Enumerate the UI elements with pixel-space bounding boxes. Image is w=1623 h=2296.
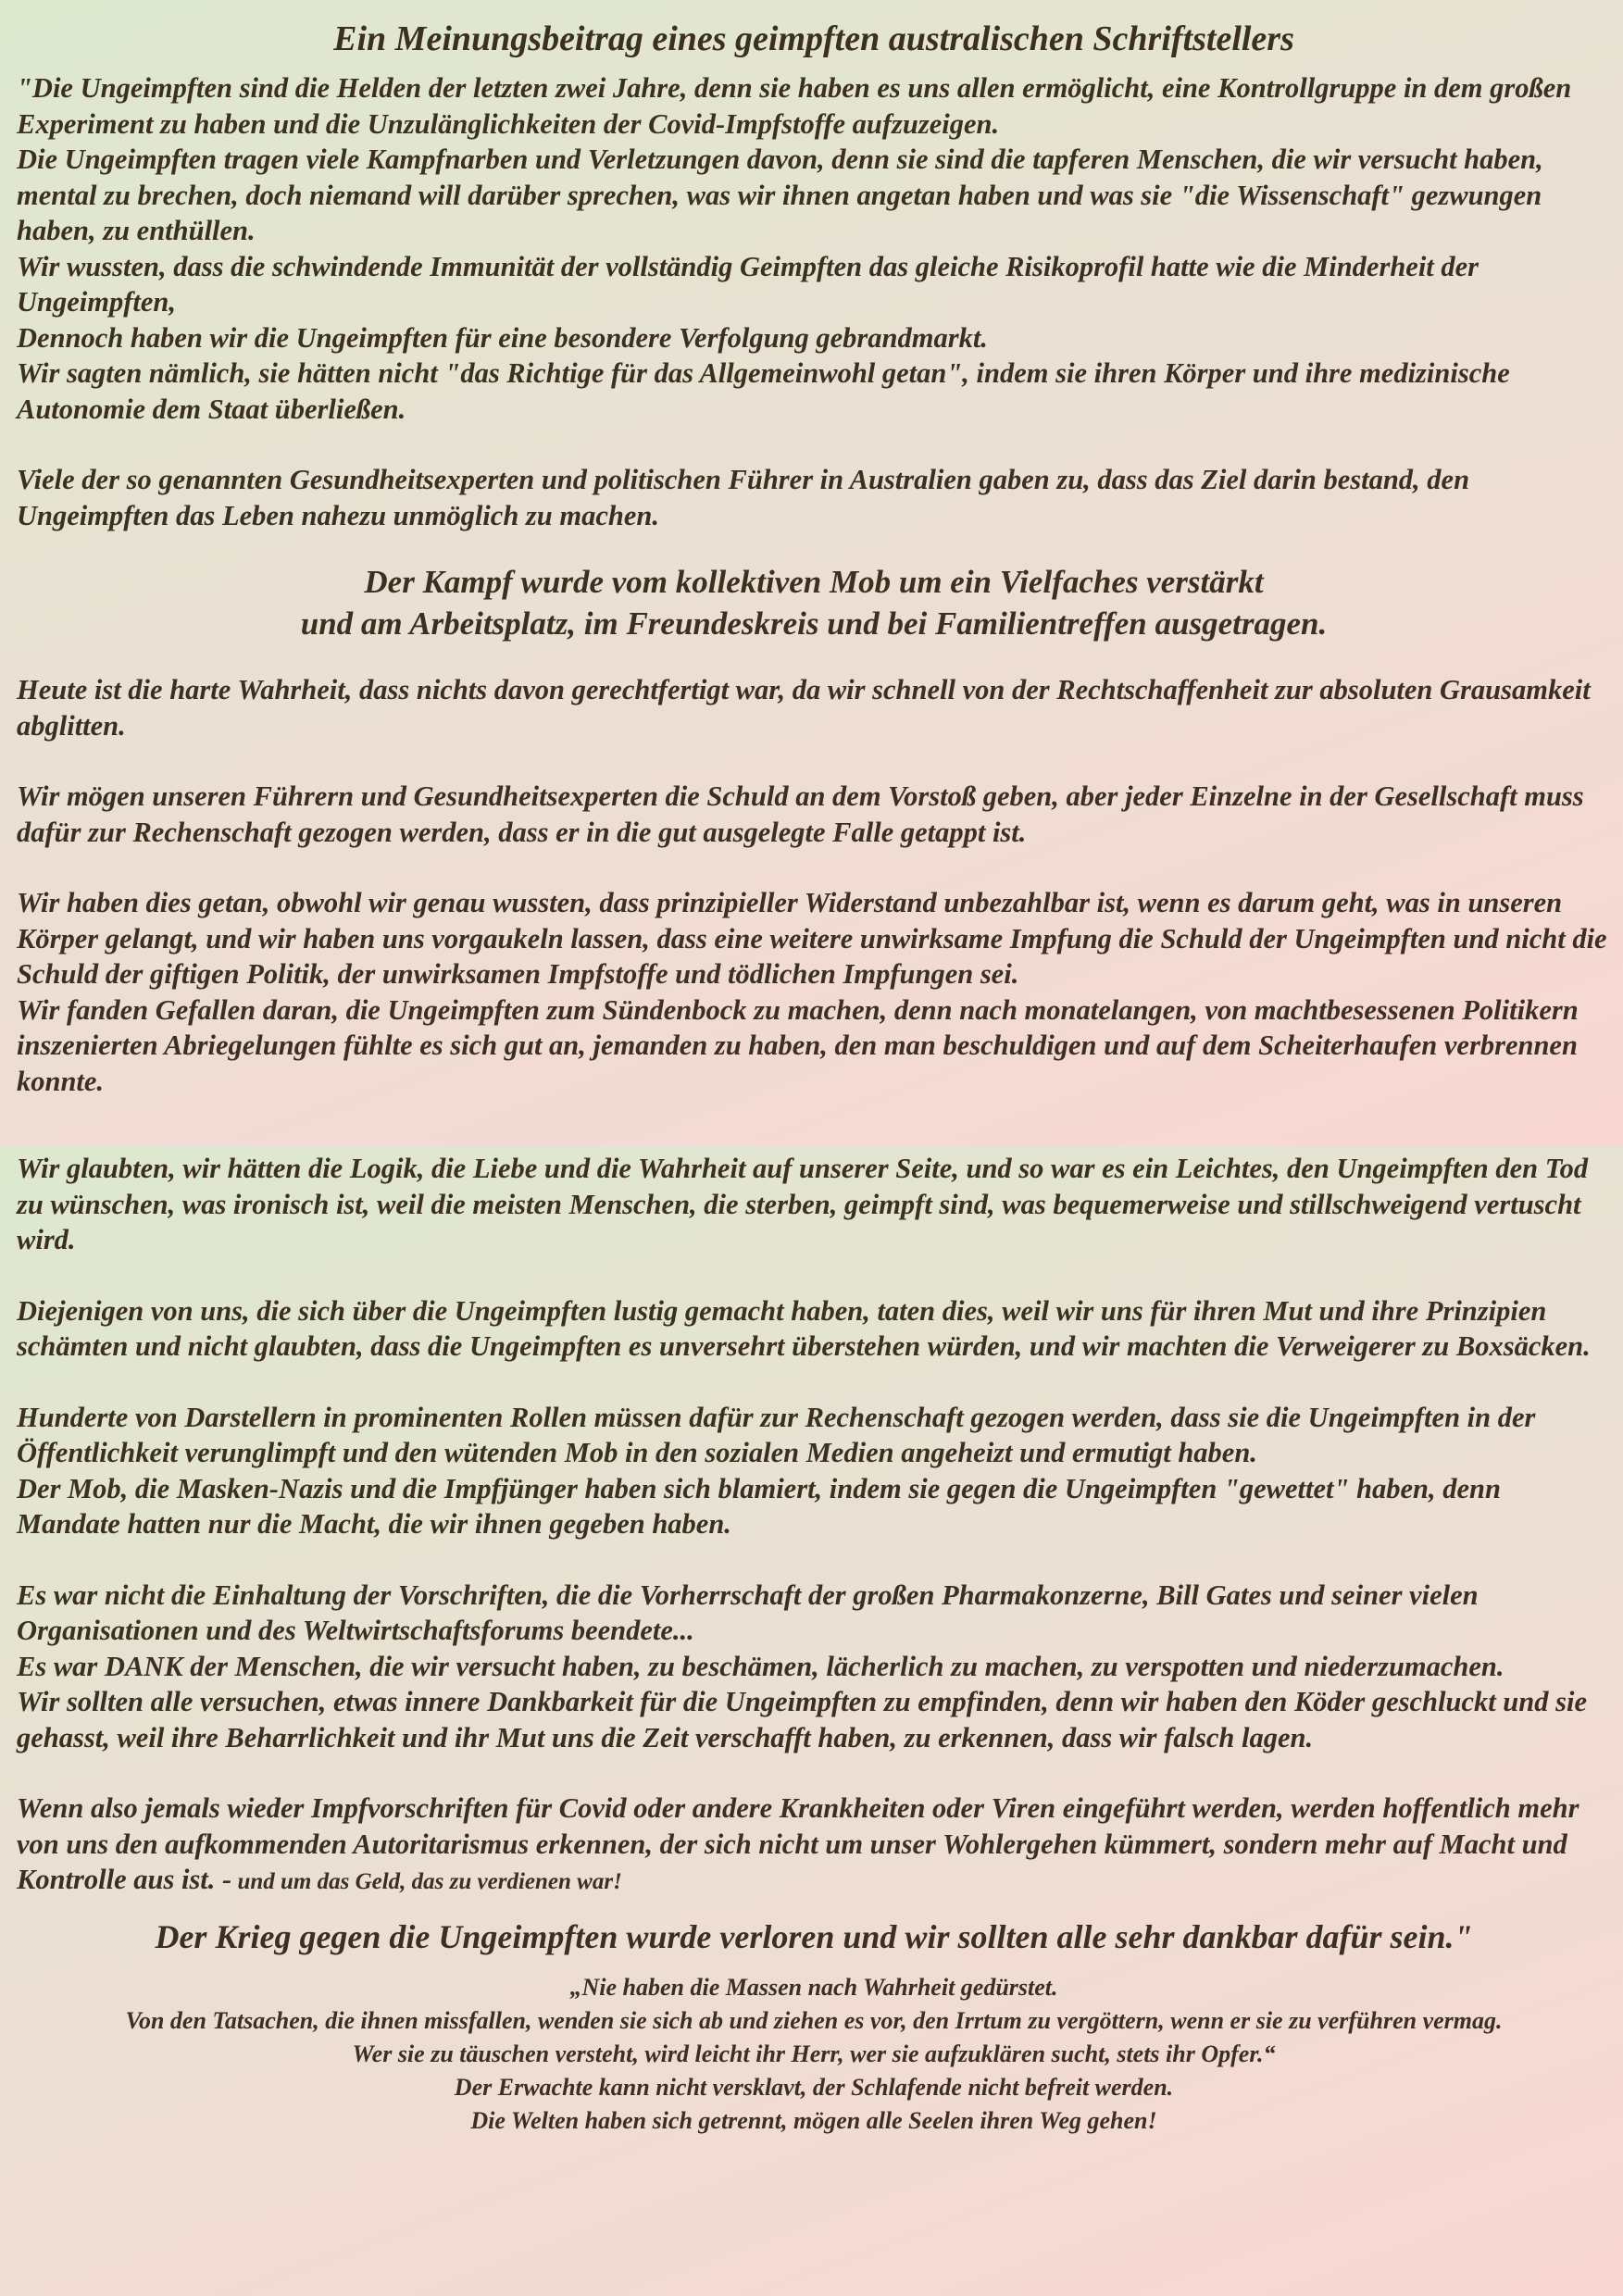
- quote-line: Der Erwachte kann nicht versklavt, der Schlafende nicht befreit werden.: [454, 2073, 1174, 2101]
- paragraph: Wir wussten, dass die schwindende Immunität der vollständig Geimpften das gleiche Risikoprofil hatte wie die Minderheit der Ungeimpften,: [17, 250, 1479, 318]
- spacer: [17, 427, 1611, 462]
- center-heading-line-2: und am Arbeitsplatz, im Freundeskreis und bei Familientreffen ausgetragen.: [300, 605, 1328, 642]
- paragraph: Wir glaubten, wir hätten die Logik, die Liebe und die Wahrheit auf unserer Seite, und so war es ein Leichtes, den Ungeimpften den Tod zu wünschen, was ironisch ist, weil die meisten Menschen, die sterben, geimpft sind, was bequemerweise und stillschweigend vertuscht wird.: [17, 1153, 1589, 1255]
- paragraph: Der Mob, die Masken-Nazis und die Impfjünger haben sich blamiert, indem sie gegen die Ungeimpften "gewettet" haben, denn Mandate hatten nur die Macht, die wir ihnen gegeben haben.: [17, 1472, 1501, 1540]
- spacer: [17, 1755, 1611, 1791]
- paragraph: Wir fanden Gefallen daran, die Ungeimpften zum Sündenbock zu machen, denn nach monatelangen, von machtbesessenen Politikern inszenierten Abriegelungen fühlte es sich gut an, jemanden zu haben, den man beschuldigen und auf dem Scheiterhaufen verbrennen konnte.: [17, 993, 1579, 1097]
- paragraph: Die Ungeimpften tragen viele Kampfnarben und Verletzungen davon, denn sie sind die tapferen Menschen, die wir versucht haben, mental zu brechen, doch niemand will darüber sprechen, was wir ihnen angetan haben und was sie "die Wissenschaft" gezwungen haben, zu enthüllen.: [17, 144, 1543, 246]
- spacer: [17, 743, 1611, 779]
- final-statement: Der Krieg gegen die Ungeimpften wurde verloren und wir sollten alle sehr dankbar dafür sein.": [155, 1917, 1473, 1955]
- spacer: [17, 1542, 1611, 1578]
- spacer: [17, 1365, 1611, 1400]
- paragraph: Hunderte von Darstellern in prominenten Rollen müssen dafür zur Rechenschaft gezogen werden, dass sie die Ungeimpften in der Öffentlichkeit verunglimpft und den wütenden Mob in den sozialen Medien angeheizt und ermutigt haben.: [17, 1401, 1536, 1468]
- paragraph: Wir sagten nämlich, sie hätten nicht "das Richtige für das Allgemeinwohl getan", indem sie ihren Körper und ihre medizinische Autonomie dem Staat überließen.: [17, 357, 1510, 425]
- paragraph: Wir mögen unseren Führern und Gesundheitsexperten die Schuld an dem Vorstoß geben, aber jeder Einzelne in der Gesellschaft muss dafür zur Rechenschaft gezogen werden, dass er in die gut ausgelegte Falle getappt ist.: [17, 780, 1584, 848]
- paragraph: Es war DANK der Menschen, die wir versucht haben, zu beschämen, lächerlich zu machen, zu verspotten und niederzumachen.: [17, 1650, 1504, 1682]
- quote-line: Die Welten haben sich getrennt, mögen alle Seelen ihren Weg gehen!: [470, 2106, 1157, 2134]
- spacer: [17, 1258, 1611, 1293]
- paragraph: Wir sollten alle versuchen, etwas innere Dankbarkeit für die Ungeimpften zu empfinden, denn wir haben den Köder geschluckt und sie gehasst, weil ihre Beharrlichkeit und ihr Mut uns die Zeit verschafft haben, zu erkennen, dass wir falsch lagen.: [17, 1686, 1587, 1753]
- quote-line: Wer sie zu täuschen versteht, wird leicht ihr Herr, wer sie aufzuklären sucht, stets ihr Opfer.“: [352, 2040, 1276, 2067]
- small-addition: und um das Geld, das zu verdienen war!: [231, 1869, 622, 1894]
- paragraph: Viele der so genannten Gesundheitsexperten und politischen Führer in Australien gaben zu, dass das Ziel darin bestand, den Ungeimpften das Leben nahezu unmöglich zu machen.: [17, 464, 1470, 531]
- paragraph: Diejenigen von uns, die sich über die Ungeimpften lustig gemacht haben, taten dies, weil wir uns für ihren Mut und ihre Prinzipien schämten und nicht glaubten, dass die Ungeimpften es unversehrt überstehen würden, und wir machten die Verweigerer zu Boxsäcken.: [17, 1294, 1591, 1362]
- quote-line: „Nie haben die Massen nach Wahrheit gedürstet.: [569, 1973, 1058, 2001]
- spacer: [17, 533, 1611, 561]
- paragraph: "Die Ungeimpften sind die Helden der letzten zwei Jahre, denn sie haben es uns allen ermöglicht, eine Kontrollgruppe in dem großen Experiment zu haben und die Unzulänglichkeiten der Covid-Impfstoffe aufzuzeigen.: [17, 72, 1572, 140]
- section-break: [17, 1099, 1611, 1151]
- paragraph: Heute ist die harte Wahrheit, dass nichts davon gerechtfertigt war, da wir schnell von der Rechtschaffenheit zur absoluten Grausamkeit abglitten.: [17, 674, 1591, 742]
- paragraph: Es war nicht die Einhaltung der Vorschriften, die die Vorherrschaft der großen Pharmakonzerne, Bill Gates und seiner vielen Organisationen und des Weltwirtschaftsforums beendete...: [17, 1578, 1479, 1646]
- page-title: Ein Meinungsbeitrag eines geimpften australischen Schriftstellers: [333, 19, 1294, 58]
- quote-line: Von den Tatsachen, die ihnen missfallen, wenden sie sich ab und ziehen es vor, den Irrtum zu vergöttern, wenn er sie zu verführen vermag.: [125, 2006, 1503, 2034]
- paragraph-last: [17, 1791, 1611, 1901]
- center-heading-line-1: Der Kampf wurde vom kollektiven Mob um ein Vielfaches verstärkt: [364, 564, 1264, 600]
- paragraph: Wir haben dies getan, obwohl wir genau wussten, dass prinzipieller Widerstand unbezahlbar ist, wenn es darum geht, was in unseren Körper gelangt, und wir haben uns vorgaukeln lassen, dass eine weitere unwirksame Impfung die Schuld der Ungeimpften und nicht die Schuld der giftigen Politik, der unwirksamen Impfstoffe und tödlichen Impfungen sei.: [17, 887, 1607, 990]
- document-body: [17, 13, 1611, 2138]
- paragraph: Dennoch haben wir die Ungeimpften für eine besondere Verfolgung gebrandmarkt.: [17, 321, 988, 354]
- paragraph-last-text: Wenn also jemals wieder Impfvorschriften für Covid oder andere Krankheiten oder Viren eingeführt werden, werden hoffentlich mehr von uns den aufkommenden Autoritarismus erkennen, der sich nicht um unser Wohlergehen kümmert, sondern mehr auf Macht und Kontrolle aus ist. -: [17, 1792, 1579, 1895]
- spacer: [17, 850, 1611, 885]
- spacer: [17, 644, 1611, 672]
